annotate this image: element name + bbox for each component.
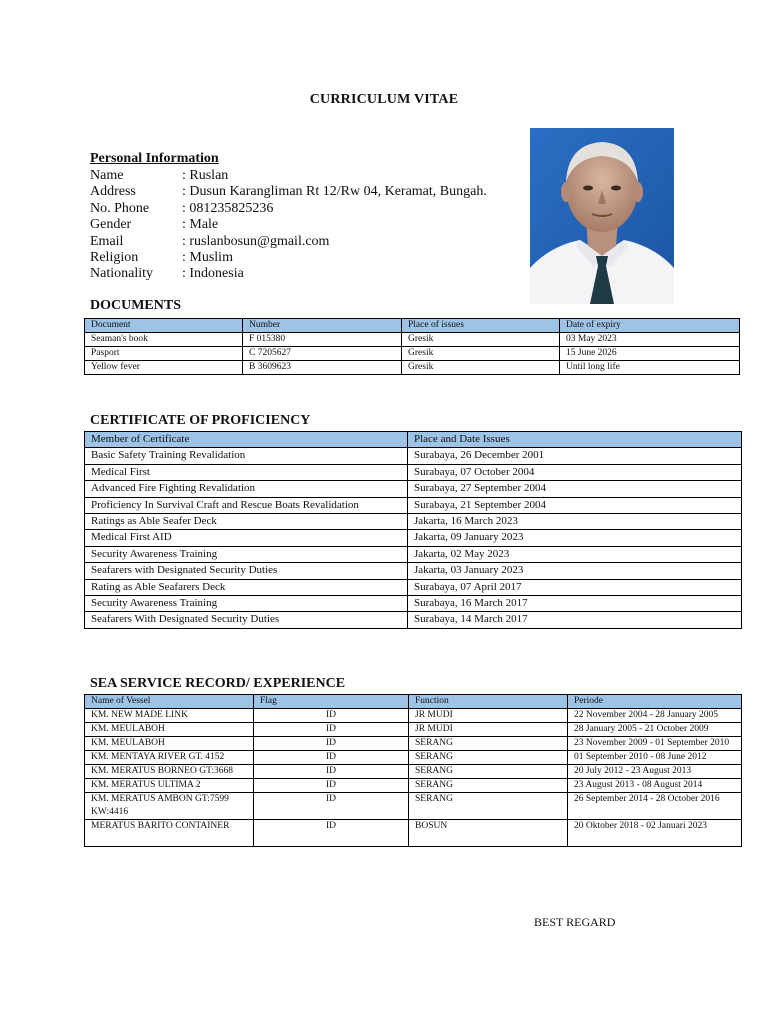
table-cell: 26 September 2014 - 28 October 2016 xyxy=(568,793,742,820)
table-cell: SERANG xyxy=(409,779,568,793)
table-cell: ID xyxy=(254,793,409,820)
personal-row-religion xyxy=(90,250,487,266)
documents-heading: DOCUMENTS xyxy=(90,298,182,313)
table-cell: ID xyxy=(254,737,409,751)
table-header-row xyxy=(85,319,740,333)
table-header-row xyxy=(85,432,742,448)
table-cell: Security Awareness Training xyxy=(85,596,408,612)
table-cell: ID xyxy=(254,751,409,765)
table-cell: Medical First xyxy=(85,464,408,480)
table-cell: SERANG xyxy=(409,751,568,765)
table-row xyxy=(85,751,742,765)
field-value: : Indonesia xyxy=(182,266,244,282)
table-cell: ID xyxy=(254,709,409,723)
table-row xyxy=(85,765,742,779)
table-cell: Gresik xyxy=(402,347,560,361)
field-label: Address xyxy=(90,184,136,200)
table-cell: 20 Oktober 2018 - 02 Januari 2023 xyxy=(568,820,742,847)
table-cell: KM. MERATUS BORNEO GT:3668 xyxy=(85,765,254,779)
table-cell: Surabaya, 16 March 2017 xyxy=(408,596,742,612)
table-cell: Ratings as Able Seafer Deck xyxy=(85,514,408,530)
column-header: Place of issues xyxy=(402,319,560,333)
sea-service-heading: SEA SERVICE RECORD/ EXPERIENCE xyxy=(90,676,346,691)
table-cell: Gresik xyxy=(402,361,560,375)
table-cell: 23 August 2013 - 08 August 2014 xyxy=(568,779,742,793)
table-row xyxy=(85,723,742,737)
table-cell: SERANG xyxy=(409,737,568,751)
column-header: Document xyxy=(85,319,243,333)
table-cell: Jakarta, 02 May 2023 xyxy=(408,546,742,562)
table-cell: Surabaya, 14 March 2017 xyxy=(408,612,742,628)
table-cell: Surabaya, 07 October 2004 xyxy=(408,464,742,480)
table-cell: Yellow fever xyxy=(85,361,243,375)
personal-row-name xyxy=(90,168,487,184)
table-cell: Rating as Able Seafarers Deck xyxy=(85,579,408,595)
column-header: Member of Certificate xyxy=(85,432,408,448)
field-value: : Ruslan xyxy=(182,168,229,183)
table-cell: Surabaya, 21 September 2004 xyxy=(408,497,742,513)
personal-information-heading: Personal Information xyxy=(90,151,219,166)
table-cell: 28 January 2005 - 21 October 2009 xyxy=(568,723,742,737)
column-header: Function xyxy=(409,695,568,709)
table-row xyxy=(85,779,742,793)
column-header: Place and Date Issues xyxy=(408,432,742,448)
table-row xyxy=(85,448,742,464)
table-cell: B 3609623 xyxy=(243,361,402,375)
documents-table xyxy=(84,318,740,375)
table-row xyxy=(85,546,742,562)
personal-row-nationality xyxy=(90,266,487,282)
table-cell: Surabaya, 26 December 2001 xyxy=(408,448,742,464)
table-cell: ID xyxy=(254,723,409,737)
table-cell: 03 May 2023 xyxy=(560,333,740,347)
personal-row-address xyxy=(90,184,487,200)
table-cell: MERATUS BARITO CONTAINER xyxy=(85,820,254,847)
table-cell: Until long life xyxy=(560,361,740,375)
field-label: Religion xyxy=(90,249,139,265)
table-cell: BOSUN xyxy=(409,820,568,847)
table-cell: 23 November 2009 - 01 September 2010 xyxy=(568,737,742,751)
table-cell: Advanced Fire Fighting Revalidation xyxy=(85,481,408,497)
field-value: : Muslim xyxy=(182,249,233,265)
personal-information xyxy=(90,168,487,283)
table-cell: ID xyxy=(254,779,409,793)
table-cell: Surabaya, 27 September 2004 xyxy=(408,481,742,497)
field-label: Nationality xyxy=(90,266,153,282)
table-row xyxy=(85,464,742,480)
table-cell: 20 July 2012 - 23 August 2013 xyxy=(568,765,742,779)
table-cell: Proficiency In Survival Craft and Rescue Boats Revalidation xyxy=(85,497,408,513)
field-label: Gender xyxy=(90,217,132,233)
closing-text: BEST REGARD xyxy=(534,915,616,929)
field-value: : 081235825236 xyxy=(182,200,274,216)
personal-row-phone xyxy=(90,201,487,217)
field-value: : Male xyxy=(182,217,219,233)
table-row xyxy=(85,481,742,497)
table-cell: JR MUDI xyxy=(409,723,568,737)
sea-service-table xyxy=(84,694,742,847)
table-cell: Seaman's book xyxy=(85,333,243,347)
table-cell: Seafarers with Designated Security Duties xyxy=(85,563,408,579)
field-label: Name xyxy=(90,168,124,183)
table-cell: Gresik xyxy=(402,333,560,347)
field-label: Email xyxy=(90,233,124,249)
table-cell: ID xyxy=(254,820,409,847)
field-label: No. Phone xyxy=(90,200,150,216)
table-row xyxy=(85,497,742,513)
table-row xyxy=(85,596,742,612)
table-row xyxy=(85,579,742,595)
table-cell: Jakarta, 03 January 2023 xyxy=(408,563,742,579)
table-row xyxy=(85,793,742,820)
table-row xyxy=(85,563,742,579)
column-header: Flag xyxy=(254,695,409,709)
table-row xyxy=(85,709,742,723)
table-cell: Jakarta, 09 January 2023 xyxy=(408,530,742,546)
table-cell: 15 June 2026 xyxy=(560,347,740,361)
column-header: Date of expiry xyxy=(560,319,740,333)
table-cell: Security Awareness Training xyxy=(85,546,408,562)
table-cell: Seafarers With Designated Security Duties xyxy=(85,612,408,628)
table-cell: KM. MEULABOH xyxy=(85,737,254,751)
table-cell: Jakarta, 16 March 2023 xyxy=(408,514,742,530)
personal-row-gender xyxy=(90,217,487,233)
table-cell: KM. MERATUS AMBON GT:7599 KW:4416 xyxy=(85,793,254,820)
table-cell: KM. MENTAYA RIVER GT. 4152 xyxy=(85,751,254,765)
column-header: Number xyxy=(243,319,402,333)
document-title: CURRICULUM VITAE xyxy=(309,92,459,107)
table-row xyxy=(85,333,740,347)
table-cell: F 015380 xyxy=(243,333,402,347)
table-cell: JR MUDI xyxy=(409,709,568,723)
table-cell: 01 September 2010 - 08 June 2012 xyxy=(568,751,742,765)
table-row xyxy=(85,612,742,628)
table-cell: 22 November 2004 - 28 January 2005 xyxy=(568,709,742,723)
certificate-heading: CERTIFICATE OF PROFICIENCY xyxy=(90,413,311,428)
table-row xyxy=(85,820,742,847)
table-row xyxy=(85,737,742,751)
column-header: Name of Vessel xyxy=(85,695,254,709)
table-cell: Medical First AID xyxy=(85,530,408,546)
table-cell: KM. MEULABOH xyxy=(85,723,254,737)
table-cell: KM. NEW MADE LINK xyxy=(85,709,254,723)
certificate-table xyxy=(84,431,742,629)
table-cell: Pasport xyxy=(85,347,243,361)
table-cell: ID xyxy=(254,765,409,779)
table-cell: SERANG xyxy=(409,793,568,820)
profile-photo xyxy=(530,128,674,304)
table-cell: SERANG xyxy=(409,765,568,779)
column-header: Periode xyxy=(568,695,742,709)
field-value: : Dusun Karangliman Rt 12/Rw 04, Keramat, Bungah. xyxy=(182,184,487,200)
table-row xyxy=(85,347,740,361)
table-cell: Surabaya, 07 April 2017 xyxy=(408,579,742,595)
table-cell: Basic Safety Training Revalidation xyxy=(85,448,408,464)
field-value: : ruslanbosun@gmail.com xyxy=(182,233,330,249)
table-row xyxy=(85,530,742,546)
personal-row-email xyxy=(90,234,487,250)
table-header-row xyxy=(85,695,742,709)
table-cell: C 7205627 xyxy=(243,347,402,361)
table-cell: KM. MERATUS ULTIMA 2 xyxy=(85,779,254,793)
table-row xyxy=(85,514,742,530)
table-row xyxy=(85,361,740,375)
